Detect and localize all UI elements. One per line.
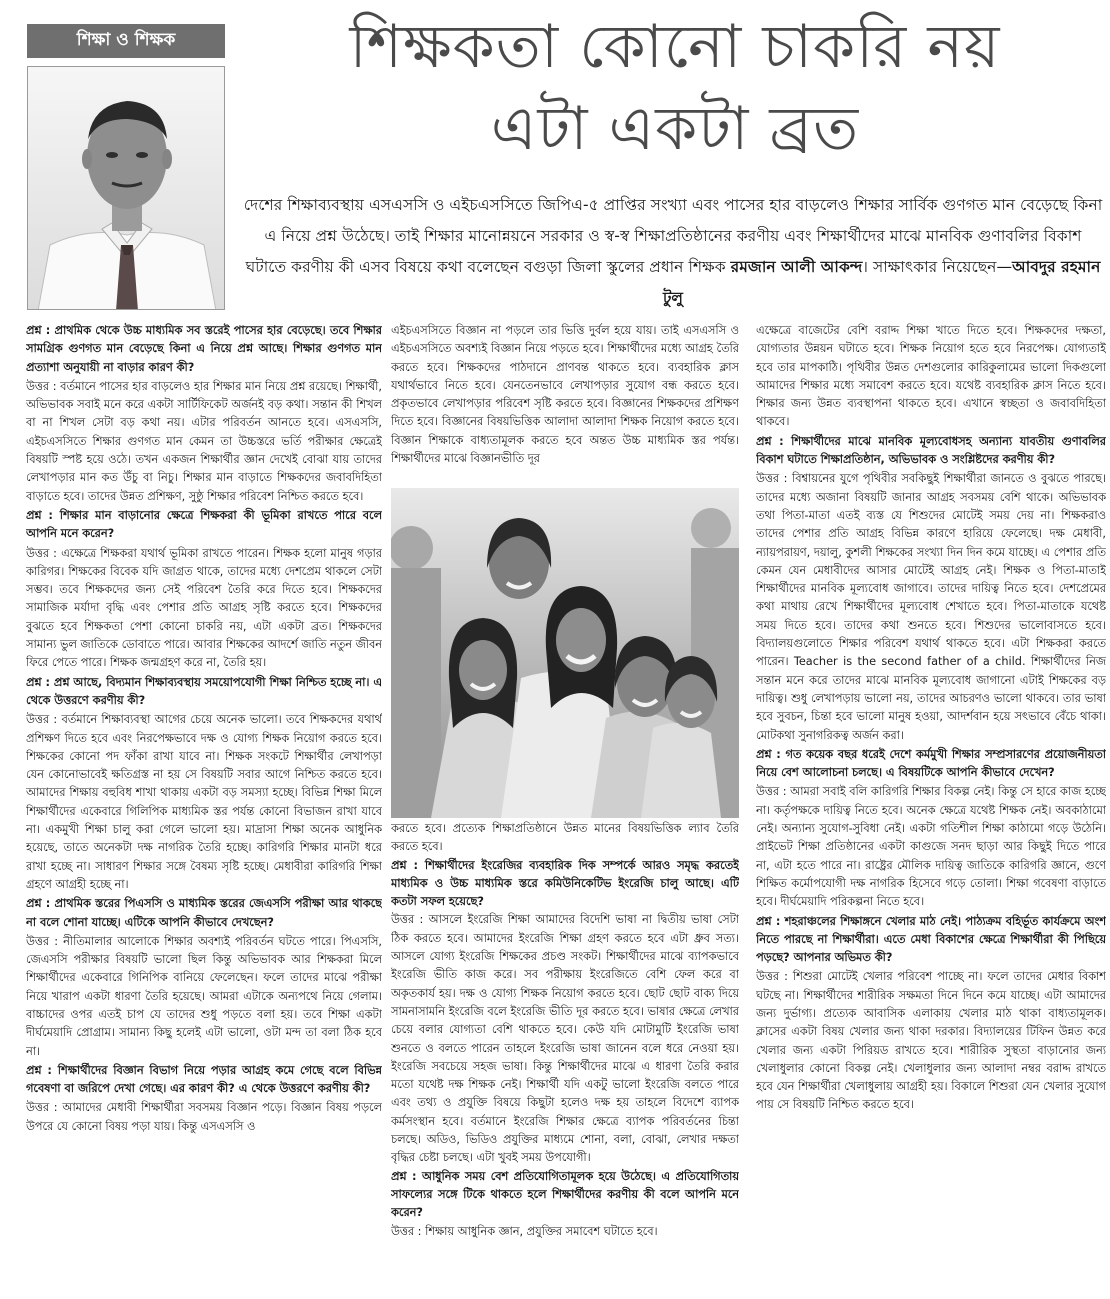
students-photo (391, 488, 739, 818)
question-paragraph: প্রশ্ন : গত কয়েক বছর ধরেই দেশে কর্মমুখী শিক্ষার সম্প্রসারণের প্রয়োজনীয়তা নিয়ে বেশ আলোচনা চলছে। এ বিষয়টিকে আপনি কীভাবে দেখেন? (756, 747, 1106, 780)
question-paragraph: প্রশ্ন : শিক্ষার্থীদের মাঝে মানবিক মূল্যবোধসহ অন্যান্য যাবতীয় গুণাবলির বিকাশ ঘটাতে শিক্ষাপ্রতিষ্ঠান, অভিভাবক ও সংশ্লিষ্টদের করণীয় কী? (756, 434, 1106, 467)
answer-paragraph: উত্তর : নীতিমালার আলোকে শিক্ষার অবশ্যই পরিবর্তন ঘটতে পারে। পিএসসি, জেএসসি পরীক্ষার বিষয়টি ভালো ছিল কিন্তু অভিভাবক আর শিক্ষকরা মিলে শিক্ষার্থীদের একেবারে গিনিপিক বানিয়ে ফেলেছেন। ফলে তাদের মাঝে পরীক্ষা নিয়ে খারাপ একটা ধারণা তৈরি হয়েছে। আমরা এটাকে অন্যপথে নিয়ে গেলাম। বাচ্চাদের ওপর এতই চাপ যে তাদের শুধু পড়তে বলা হয়। তবে শিক্ষা একটা দীর্ঘমেয়াদি প্রোগ্রাম। সামান্য কিছু হলেই এটা ভালো, ওটা মন্দ তা বলা ঠিক হবে না। (26, 934, 382, 1058)
answer-paragraph: উত্তর : আমরা সবাই বলি কারিগরি শিক্ষার বিকল্প নেই। কিন্তু সে হারে কাজ হচ্ছে না। কর্তৃপক্ষকে দায়িত্ব নিতে হবে। অনেক ক্ষেত্রে যথেষ্ট শিক্ষক নেই। অবকাঠামো নেই। অন্যান্য সুযোগ-সুবিধা নেই। একটা গতিশীল শিক্ষা কাঠামো গড়ে উঠেনি। প্রাইভেট শিক্ষা প্রতিষ্ঠানের একটা কাগুজে সনদ ছাড়া আর কিছুই দিতে পারে না, এটা হতে পারে না। রাষ্ট্রের মৌলিক দায়িত্ব জাতিকে কারিগরি জ্ঞানে, গুণে শিক্ষিত কর্মোপযোগী দক্ষ নাগরিক হিসেবে গড়ে তোলা। শিক্ষা গবেষণা বাড়াতে হবে। দীর্ঘমেয়াদি পরিকল্পনা নিতে হবে। (756, 785, 1106, 909)
intro-text: দেশের শিক্ষাব্যবস্থায় এসএসসি ও এইচএসসিতে জিপিএ-৫ প্রাপ্তির সংখ্যা এবং পাসের হার বাড়লেও শিক্ষার সার্বিক গুণগত মান বেড়েছে কিনা এ নিয়ে প্রশ্ন উঠেছে। তাই শিক্ষার মানোন্নয়নে সরকার ও স্ব-স্ব শিক্ষাপ্রতিষ্ঠানের করণীয় এবং শিক্ষার্থীদের মাঝে মানবিক গুণাবলির বিকাশ ঘটাতে করণীয় কী এসব বিষয়ে কথা বলেছেন বগুড়া জিলা স্কুলের প্রধান শিক্ষক (243, 196, 1103, 276)
column-3 (756, 322, 1106, 1290)
section-tag: শিক্ষা ও শিক্ষক (27, 24, 225, 58)
portrait-illustration (28, 67, 225, 310)
answer-paragraph: এইচএসসিতে বিজ্ঞান না পড়লে তার ভিত্তি দুর্বল হয়ে যায়। তাই এসএসসি ও এইচএসসিতে অবশ্যই বিজ্ঞান নিয়ে পড়তে হবে। শিক্ষার্থীদের মধ্যে আগ্রহ তৈরি করতে হবে। শিক্ষকদের পাঠদানে প্রাণবন্ত থাকতে হবে। ব্যবহারিক ক্লাস যথার্থভাবে নিতে হবে। যেনতেনভাবে লেখাপড়ার সুযোগ বন্ধ করতে হবে। প্রকৃতভাবে লেখাপড়ার পরিবেশ সৃষ্টি করতে হবে। বিজ্ঞানের শিক্ষকদের প্রশিক্ষণ দিতে হবে। বিজ্ঞানের বিষয়ভিত্তিক আলাদা আলাদা শিক্ষক নিয়োগ করতে হবে। বিজ্ঞান শিক্ষাকে বাধ্যতামূলক করতে হবে অন্তত উচ্চ মাধ্যমিক স্তর পর্যন্ত। শিক্ষার্থীদের মাঝে বিজ্ঞানভীতি দূর (391, 324, 739, 466)
answer-paragraph: উত্তর : বিশ্বায়নের যুগে পৃথিবীর সবকিছুই শিক্ষার্থীরা জানতে ও বুঝতে পারছে। তাদের মধ্যে অজানা বিষয়টি জানার আগ্রহ সবসময় বেশি থাকে। অভিভাবক তথা পিতা-মাতা এতই ব্যস্ত যে শিশুদের মোটেই সময় দেয় না। শিক্ষকরাও তাদের পেশার প্রতি আগ্রহ বিভিন্ন কারণে হারিয়ে ফেলেছে। দক্ষ মেধাবী, ন্যায়পরায়ণ, দয়ালু, কুশলী শিক্ষকের সংখ্যা দিন দিন কমে যাচ্ছে। এ পেশার প্রতি কেমন যেন মেধাবীদের আসার মোটেই আগ্রহ নেই। শিক্ষক ও পিতা-মাতাই শিক্ষার্থীদের মানবিক মূল্যবোধ জাগাবে। তাদের দায়িত্ব নিতে হবে। দেশপ্রেমের কথা মাথায় রেখে শিক্ষার্থীদের মূল্যবোধ শেখাতে হবে। পিতা-মাতাকে যথেষ্ট সময় দিতে হবে। তাদের কথা শুনতে হবে। শিশুদের ভালোবাসতে হবে। বিদ্যালয়গুলোতে শিক্ষার পরিবেশ যথার্থ থাকতে হবে। এটা শিক্ষকরা করতে পারেন। Teacher is the second father of a child. শিক্ষার্থীদের নিজ সন্তান মনে করে তাদের মাঝে মানবিক মূল্যবোধ জাগানো এটাই শিক্ষকের বড় দায়িত্ব। শুধু লেখাপড়ায় ভালো নয়, তাদের আচরণও ভালো থাকবে। তার ভাষা হবে সুবচন, চিন্তা হবে ভালো মানুষ হওয়া, আদর্শবান হয়ে সৎভাবে বেঁচে থাকা। মোটকথা সুনাগরিকত্ব অর্জন করা। (756, 472, 1106, 742)
answer-paragraph: এক্ষেত্রে বাজেটের বেশি বরাদ্দ শিক্ষা খাতে দিতে হবে। শিক্ষকদের দক্ষতা, যোগ্যতার উন্নয়ন ঘটাতে হবে। শিক্ষক নিয়োগ হতে হবে নিরপেক্ষ। যোগ্যতাই হবে তার মাপকাঠি। পৃথিবীর উন্নত দেশগুলোর কারিকুলামের ভালো দিকগুলো আমাদের শিক্ষার মধ্যে সমাবেশ করতে হবে। যথেষ্ট ব্যবহারিক ক্লাস নিতে হবে। শিক্ষার জন্য উন্নত ব্যবস্থাপনা থাকতে হবে। এখানে স্বচ্ছতা ও জবাবদিহিতা থাকবে। (756, 324, 1106, 429)
question-paragraph: প্রশ্ন : শিক্ষার্থীদের ইংরেজির ব্যবহারিক দিক সম্পর্কে আরও সমৃদ্ধ করতেই মাধ্যমিক ও উচ্চ মাধ্যমিক স্তরে কমিউনিকেটিভ ইংরেজি চালু আছে। এটি কতটা সফল হয়েছে? (391, 858, 739, 909)
answer-paragraph: উত্তর : আমাদের মেধাবী শিক্ষার্থীরা সবসময় বিজ্ঞান পড়ে। বিজ্ঞান বিষয় পড়লে উপরে যে কোনো বিষয় পড়া যায়। কিন্তু এসএসসি ও (26, 1101, 382, 1133)
answer-paragraph: উত্তর : এক্ষেত্রে শিক্ষকরা যথার্থ ভূমিকা রাখতে পারেন। শিক্ষক হলো মানুষ গড়ার কারিগর। শিক্ষকের বিবেক যদি জাগ্রত থাকে, তাদের মধ্যে দেশপ্রেম থাকলে সেটা সম্ভব। তবে শিক্ষকদের জন্য সেই পরিবেশ তৈরি করে দিতে হবে। শিক্ষকদের সামাজিক মর্যাদা বৃদ্ধি এবং পেশার প্রতি আগ্রহ সৃষ্টি করতে হবে। শিক্ষকদের বুঝতে হবে শিক্ষকতা পেশা কোনো চাকরি নয়, এটা একটা ব্রত। শিক্ষকদের সামান্য ভুল জাতিকে ডোবাতে পারে। আবার শিক্ষকের আদর্শে জাতি নতুন জীবন ফিরে পেতে পারে। শিক্ষক জন্মগ্রহণ করে না, তৈরি হয়। (26, 546, 382, 670)
headline-line-2: এটা একটা ব্রত (490, 94, 860, 164)
question-paragraph: প্রশ্ন : শহরাঞ্চলের শিক্ষাঙ্গনে খেলার মাঠ নেই। পাঠ্যক্রম বহির্ভূত কার্যক্রমে অংশ নিতে পারছে না শিক্ষার্থীরা। এতে মেধা বিকাশের ক্ষেত্রে শিক্ষার্থীরা কী পিছিয়ে পড়ছে? আপনার অভিমত কী? (756, 914, 1106, 965)
answer-paragraph: উত্তর : বর্তমানে শিক্ষাব্যবস্থা আগের চেয়ে অনেক ভালো। তবে শিক্ষকদের যথার্থ প্রশিক্ষণ দিতে হবে এবং নিরপেক্ষভাবে দক্ষ ও যোগ্য শিক্ষক নিয়োগ করতে হবে। শিক্ষকের কোনো পদ ফাঁকা রাখা যাবে না। শিক্ষক সংকটে শিক্ষার্থীর লেখাপড়া যেন কোনোভাবেই ক্ষতিগ্রস্ত না হয় সে বিষয়টি সবার আগে নিশ্চিত করতে হবে। আমাদের শিক্ষায় বহুবিধ শাখা থাকায় একটা বড় সমস্যা হচ্ছে। বিভিন্ন শিক্ষা মিলে শিক্ষার্থীদের একেবারে গিলিপিক মাধ্যমিক স্তর পর্যন্ত কোনো বিভাজন রাখা যাবে না। একমুখী শিক্ষা চালু করা গেলে ভালো হয়। মাদ্রাসা শিক্ষা অনেক আধুনিক হয়েছে, তাতে অনেকটা দক্ষ নাগরিক তৈরি হচ্ছে। কারিগরি শিক্ষার মানটা ধরে রাখা হচ্ছে না। সাধারণ শিক্ষার সঙ্গে বৈষম্য সৃষ্টি হচ্ছে। মেধাবীরা কারিগরি শিক্ষা গ্রহণে আগ্রহী হচ্ছে না। (26, 713, 382, 891)
interviewee-name: রমজান আলী আকন্দ (730, 258, 863, 276)
answer-paragraph: উত্তর : শিক্ষায় আধুনিক জ্ঞান, প্রযুক্তির সমাবেশ ঘটাতে হবে। (391, 1224, 658, 1238)
question-paragraph: প্রশ্ন : প্রশ্ন আছে, বিদ্যমান শিক্ষাব্যবস্থায় সময়োপযোগী শিক্ষা নিশ্চিত হচ্ছে না। এ থেকে উত্তরণে করণীয় কী? (26, 675, 382, 707)
question-paragraph: প্রশ্ন : শিক্ষার্থীদের বিজ্ঞান বিভাগ নিয়ে পড়ার আগ্রহ কমে গেছে বলে বিভিন্ন গবেষণা বা জরিপে দেখা গেছে। এর কারণ কী? এ থেকে উত্তরণে করণীয় কী? (26, 1063, 382, 1096)
answer-paragraph: উত্তর : আসলে ইংরেজি শিক্ষা আমাদের বিদেশি ভাষা না দ্বিতীয় ভাষা সেটা ঠিক করতে হবে। আমাদের ইংরেজি শিক্ষা গ্রহণ করতে হবে এটা ধ্রুব সত্য। আসলে যোগ্য ইংরেজি শিক্ষকের প্রচণ্ড সংকট। শিক্ষার্থীদের মাঝে ব্যাপকভাবে ইংরেজি ভীতি কাজ করে। সব পরীক্ষায় ইংরেজিতে বেশি ফেল করে বা অকৃতকার্য হয়। দক্ষ ও যোগ্য শিক্ষক নিয়োগ করতে হবে। ছোট ছোট বাক্য দিয়ে সামনাসামনি ইংরেজি বলে ইংরেজি ভীতি দূর করতে হবে। ভাষার ক্ষেত্রে লেখার চেয়ে বলার যোগ্যতা বেশি থাকতে হবে। কেউ যদি মোটামুটি ইংরেজি ভাষা শুনতে ও বলতে পারেন তাহলে ইংরেজি ভাষা জানেন বলে ধরে নেওয়া হয়। ইংরেজি সবচেয়ে সহজ ভাষা। কিন্তু শিক্ষার্থীদের মাঝে এ ধারণা তৈরি করার মতো যথেষ্ট দক্ষ শিক্ষক নেই। শিক্ষার্থী যদি একটু ভালো ইংরেজি বলতে পারে এবং তথ্য ও প্রযুক্তি বিষয়ে কিছুটা হলেও দক্ষ হয় তাহলে বিদেশে ব্যাপক কর্মসংস্থান হবে। বর্তমানে ইংরেজি শিক্ষার ক্ষেত্রে ব্যাপক পরিবর্তনের চিন্তা চলছে। অডিও, ভিডিও প্রযুক্তির মাধ্যমে শোনা, বলা, বোঝা, লেখার দক্ষতা বৃদ্ধির চেষ্টা চলছে। এটা খুবই সময় উপযোগী। (391, 913, 739, 1165)
interviewer-name: আবদুর রহমান টুলু (662, 258, 1101, 307)
interviewee-portrait (27, 66, 225, 310)
headline-line-1: শিক্ষকতা কোনো চাকরি নয় (349, 12, 1001, 82)
intro-paragraph (242, 190, 1104, 314)
question-paragraph: প্রশ্ন : প্রাথমিক থেকে উচ্চ মাধ্যমিক সব স্তরেই পাসের হার বেড়েছে। তবে শিক্ষার সামগ্রিক গুণগত মান বেড়েছে কিনা এ নিয়ে প্রশ্ন আছে। শিক্ষার গুণগত মান প্রত্যাশা অনুযায়ী না বাড়ার কারণ কী? (26, 324, 382, 374)
answer-paragraph: উত্তর : বর্তমানে পাসের হার বাড়লেও হার শিক্ষার মান নিয়ে প্রশ্ন রয়েছে। শিক্ষার্থী, অভিভাবক সবাই মনে করে একটা সার্টিফিকেট অর্জনই বড় কথা। সন্তান কী শিখল বা না শিখল সেটা বড় কথা নয়। এটার পরিবর্তন আনতে হবে। এসএসসি, এইচএসসিতে শিক্ষার গুণগত মান কেমন তা উচ্চস্তরে ভর্তি পরীক্ষার ক্ষেত্রেই বিষয়টি স্পষ্ট হয়ে ওঠে। তখন একজন শিক্ষার্থীর জ্ঞান দেখেই বোঝা যায় তাদের লেখাপড়ার মান কত উঁচু বা নিচু। শিক্ষার মান বাড়াতে শিক্ষকদের জবাবদিহিতা বাড়াতে হবে। তাদের উন্নত প্রশিক্ষণ, সুষ্ঠু শিক্ষার পরিবেশ নিশ্চিত করতে হবে। (26, 379, 382, 503)
question-paragraph: প্রশ্ন : আধুনিক সময় বেশ প্রতিযোগিতামূলক হয়ে উঠেছে। এ প্রতিযোগিতায় সাফল্যের সঙ্গে টিকে থাকতে হলে শিক্ষার্থীদের করণীয় কী বলে আপনি মনে করেন? (391, 1169, 739, 1220)
headline (240, 6, 1110, 191)
question-paragraph: প্রশ্ন : শিক্ষার মান বাড়ানোর ক্ষেত্রে শিক্ষকরা কী ভূমিকা রাখতে পারে বলে আপনি মনে করেন? (26, 508, 382, 541)
question-paragraph: প্রশ্ন : প্রাথমিক স্তরের পিএসসি ও মাধ্যমিক স্তরের জেএসসি পরীক্ষা আর থাকছে না বলে শোনা যাচ্ছে। এটিকে আপনি কীভাবে দেখছেন? (26, 897, 382, 929)
column-2-top (391, 322, 739, 484)
answer-paragraph: উত্তর : শিশুরা মোটেই খেলার পরিবেশ পাচ্ছে না। ফলে তাদের মেধার বিকাশ ঘটছে না। শিক্ষার্থীদের শারীরিক সক্ষমতা দিনে দিনে কমে যাচ্ছে। এটা আমাদের জন্য দুর্ভাগ্য। প্রত্যেক আবাসিক এলাকায় খেলার মাঠ থাকা বাধ্যতামূলক। ক্লাসের একটা বিষয় খেলার জন্য থাকা দরকার। বিদ্যালয়ের টিফিন উন্নত করে খেলার জন্য একটা পিরিয়ড রাখতে হবে। শারীরিক সুস্থতা বাড়ানোর জন্য খেলাধুলার কোনো বিকল্প নেই। খেলাধুলার জন্য আলাদা নম্বর বরাদ্দ রাখতে হবে যেন শিক্ষার্থীরা খেলাধুলায় আগ্রহী হয়। বিকালে শিশুরা যেন খেলার সুযোগ পায় সে বিষয়টি নিশ্চিত করতে হবে। (756, 970, 1106, 1112)
answer-paragraph: করতে হবে। প্রত্যেক শিক্ষাপ্রতিষ্ঠানে উন্নত মানের বিষয়ভিত্তিক ল্যাব তৈরি করতে হবে। (391, 822, 739, 854)
column-1 (26, 322, 382, 1290)
students-photo-illustration (391, 488, 739, 818)
intro-mid: । সাক্ষাৎকার নিয়েছেন— (862, 258, 1013, 276)
column-2-bottom (391, 820, 739, 1290)
